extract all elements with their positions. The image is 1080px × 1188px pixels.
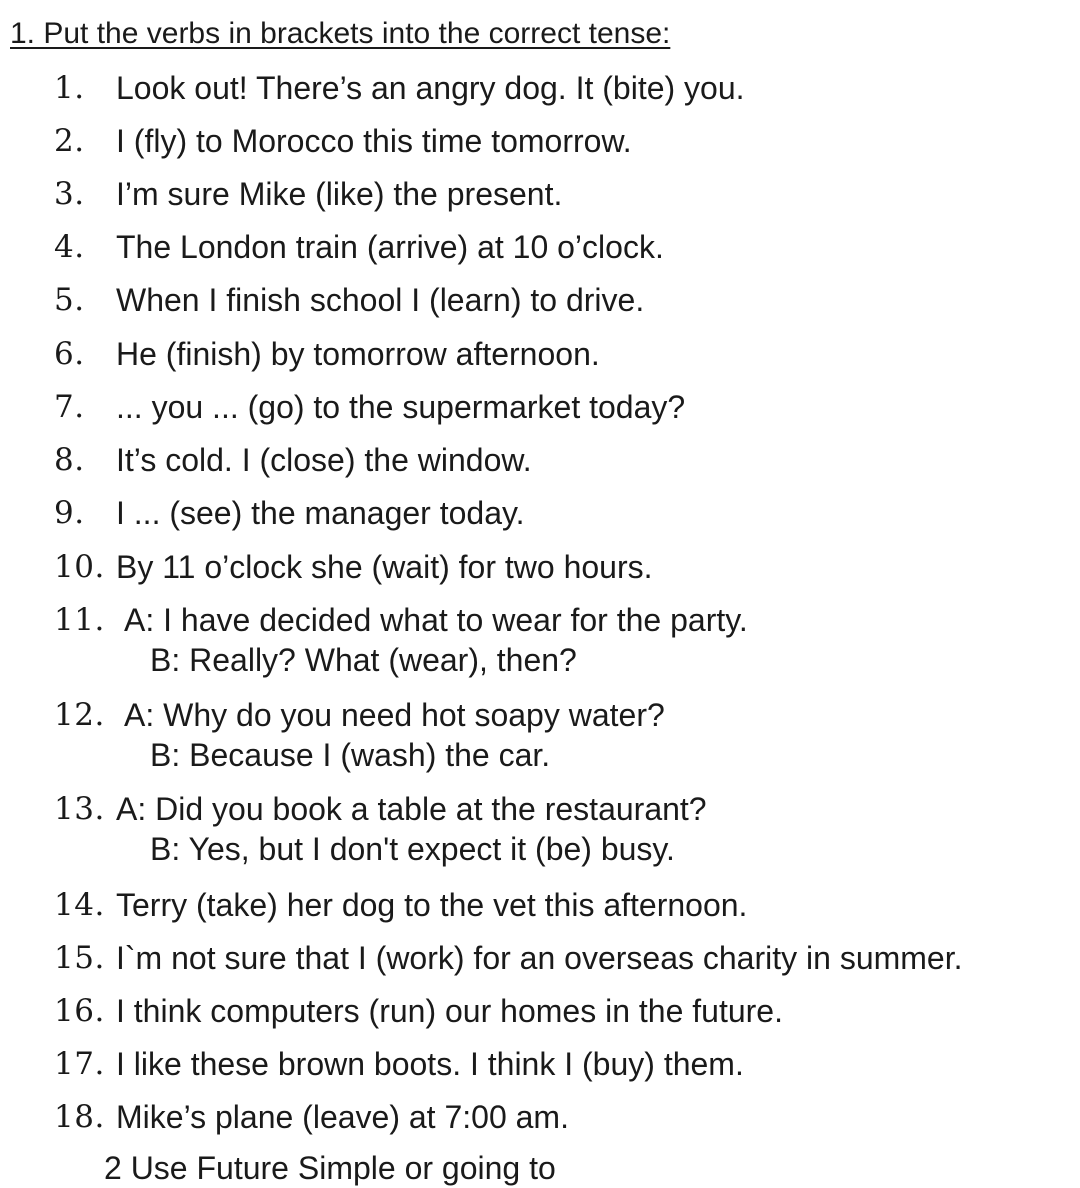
item-text: Look out! There’s an angry dog. It (bite) you. xyxy=(116,70,745,106)
item-number: 10. xyxy=(54,549,105,585)
item-text: When I finish school I (learn) to drive. xyxy=(116,282,645,318)
item-number: 1. xyxy=(54,70,85,106)
item-text: I’m sure Mike (like) the present. xyxy=(116,176,563,212)
item-number: 13. xyxy=(54,791,105,827)
item-number: 11. xyxy=(54,602,105,638)
item-number: 18. xyxy=(54,1099,105,1135)
item-number: 4. xyxy=(54,229,85,265)
exercise-heading: 1. Put the verbs in brackets into the correct tense: xyxy=(10,17,671,50)
item-text: I like these brown boots. I think I (buy) them. xyxy=(116,1046,744,1082)
item-number: 15. xyxy=(54,940,105,976)
item-number: 12. xyxy=(54,697,105,733)
item-text: I`m not sure that I (work) for an overseas charity in summer. xyxy=(116,940,963,976)
item-text: Mike’s plane (leave) at 7:00 am. xyxy=(116,1099,569,1135)
item-number: 5. xyxy=(54,282,85,318)
item-text: I think computers (run) our homes in the future. xyxy=(116,993,783,1029)
item-text: ... you ... (go) to the supermarket today? xyxy=(116,389,686,425)
cutoff-next-heading xyxy=(0,1148,1080,1186)
item-number: 16. xyxy=(54,993,105,1029)
item-reply: B: Yes, but I don't expect it (be) busy. xyxy=(150,831,675,867)
item-number: 3. xyxy=(54,176,85,212)
item-number: 8. xyxy=(54,442,85,478)
item-text: A: Why do you need hot soapy water? xyxy=(124,697,665,733)
item-text: By 11 o’clock she (wait) for two hours. xyxy=(116,549,653,585)
item-text: The London train (arrive) at 10 o’clock. xyxy=(116,229,664,265)
item-reply: B: Because I (wash) the car. xyxy=(150,737,551,773)
item-number: 7. xyxy=(54,389,85,425)
item-text: A: Did you book a table at the restaurant? xyxy=(116,791,707,827)
item-text: I ... (see) the manager today. xyxy=(116,495,525,531)
item-reply: B: Really? What (wear), then? xyxy=(150,642,577,678)
item-text: Terry (take) her dog to the vet this afternoon. xyxy=(116,887,748,923)
item-text: I (fly) to Morocco this time tomorrow. xyxy=(116,123,632,159)
item-number: 2. xyxy=(54,123,85,159)
item-number: 17. xyxy=(54,1046,105,1082)
cutoff-heading-text: 2 Use Future Simple or going to xyxy=(104,1150,556,1186)
item-text: He (finish) by tomorrow afternoon. xyxy=(116,336,600,372)
item-number: 6. xyxy=(54,336,85,372)
item-number: 9. xyxy=(54,495,85,531)
item-text: A: I have decided what to wear for the party. xyxy=(124,602,748,638)
item-text: It’s cold. I (close) the window. xyxy=(116,442,532,478)
item-number: 14. xyxy=(54,887,105,923)
